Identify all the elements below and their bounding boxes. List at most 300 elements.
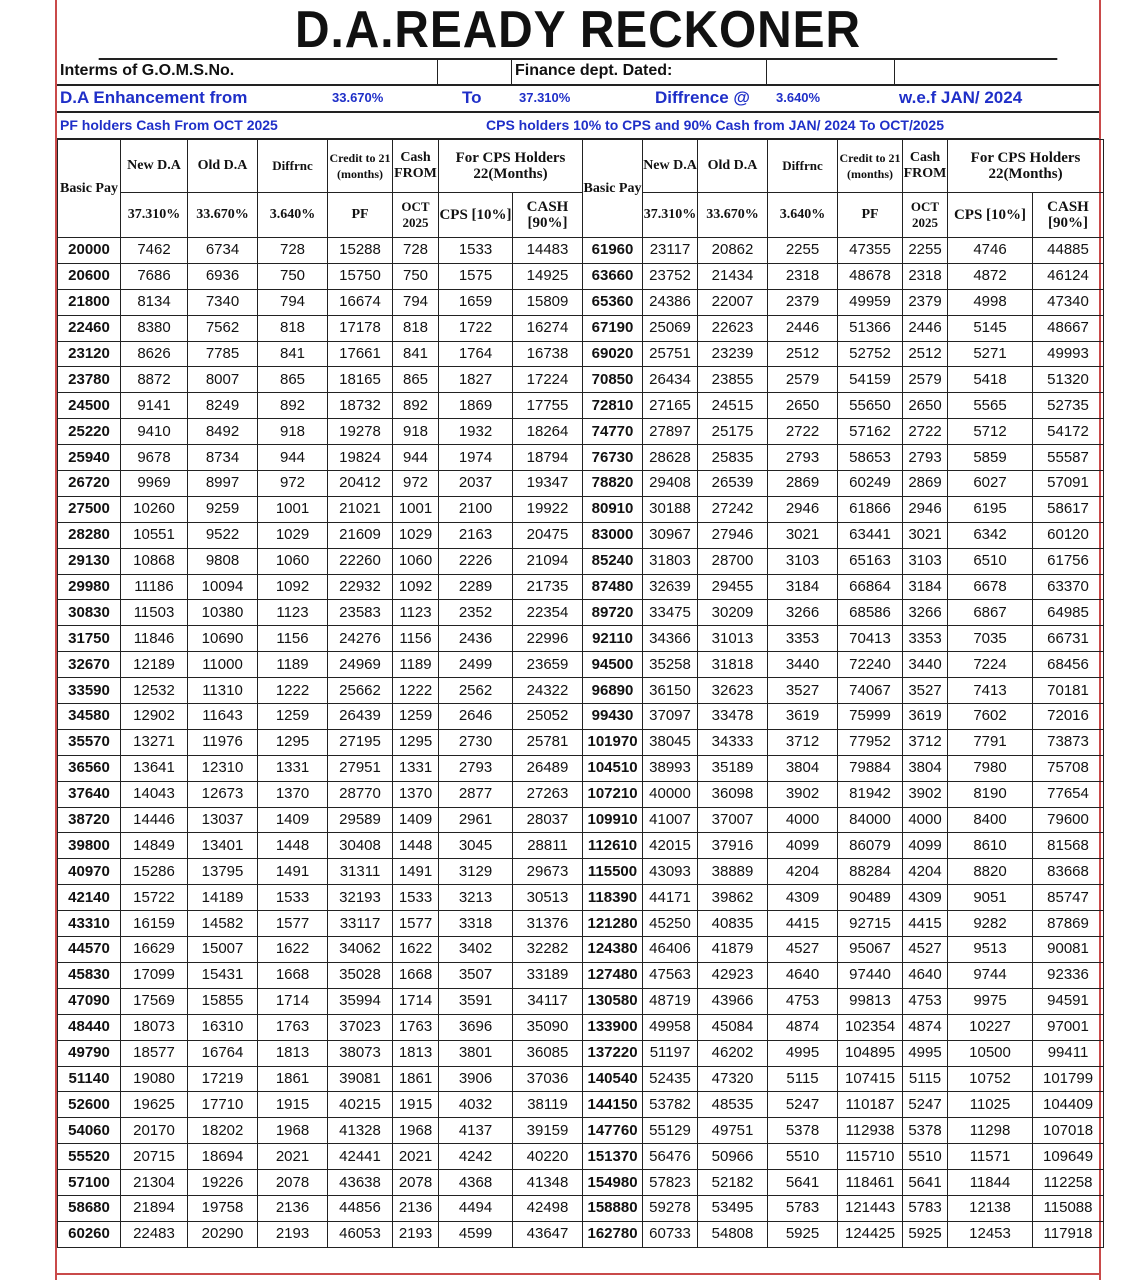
- old-da-cell: 19758: [188, 1195, 258, 1221]
- oct-2025-right: OCT 2025: [903, 193, 948, 238]
- difference-cell: 2078: [258, 1170, 328, 1196]
- cash-from-cell: 4204: [903, 859, 948, 885]
- pf-credit-cell: 66864: [838, 574, 903, 600]
- basic-pay-cell: 104510: [583, 755, 643, 781]
- old-da-cell: 9259: [188, 496, 258, 522]
- basic-pay-cell: 147760: [583, 1118, 643, 1144]
- pf-credit-cell: 44856: [328, 1195, 393, 1221]
- difference-cell: 972: [258, 471, 328, 497]
- new-da-cell: 46406: [643, 937, 698, 963]
- new-da-cell: 23752: [643, 263, 698, 289]
- table-row: [58, 678, 1104, 704]
- cash-from-cell: 3527: [903, 678, 948, 704]
- cash-from-header-right: Cash FROM: [903, 140, 948, 193]
- difference-cell: 2512: [768, 341, 838, 367]
- cash-from-cell: 2579: [903, 367, 948, 393]
- cash-from-cell: 1189: [393, 652, 439, 678]
- basic-pay-cell: 55520: [58, 1144, 121, 1170]
- difference-cell: 2722: [768, 419, 838, 445]
- old-da-cell: 12310: [188, 755, 258, 781]
- pf-credit-cell: 22932: [328, 574, 393, 600]
- cash-amount-cell: 101799: [1033, 1066, 1104, 1092]
- cps-holders-header-right: For CPS Holders 22(Months): [948, 140, 1104, 193]
- cps-amount-cell: 4032: [439, 1092, 513, 1118]
- basic-pay-cell: 48440: [58, 1014, 121, 1040]
- basic-pay-cell: 87480: [583, 574, 643, 600]
- new-da-cell: 12189: [121, 652, 188, 678]
- cash-amount-cell: 81568: [1033, 833, 1104, 859]
- cps-amount-cell: 9282: [948, 911, 1033, 937]
- new-da-cell: 47563: [643, 962, 698, 988]
- difference-cell: 1915: [258, 1092, 328, 1118]
- difference-cell: 3440: [768, 652, 838, 678]
- basic-pay-cell: 92110: [583, 626, 643, 652]
- basic-pay-cell: 32670: [58, 652, 121, 678]
- cps-amount-cell: 3591: [439, 988, 513, 1014]
- table-row: [58, 341, 1104, 367]
- goms-row: [57, 58, 1099, 86]
- old-da-cell: 20290: [188, 1221, 258, 1247]
- pf-credit-cell: 39081: [328, 1066, 393, 1092]
- old-da-cell: 52182: [698, 1170, 768, 1196]
- old-da-cell: 15855: [188, 988, 258, 1014]
- cash-amount-cell: 14925: [513, 263, 583, 289]
- cash-amount-cell: 25052: [513, 704, 583, 730]
- new-da-header-right: New D.A: [643, 140, 698, 193]
- difference-cell: 918: [258, 419, 328, 445]
- pf-credit-cell: 24969: [328, 652, 393, 678]
- cash-from-cell: 2512: [903, 341, 948, 367]
- new-da-cell: 45250: [643, 911, 698, 937]
- difference-cell: 1189: [258, 652, 328, 678]
- old-da-cell: 11976: [188, 729, 258, 755]
- old-da-cell: 8734: [188, 445, 258, 471]
- cash-amount-cell: 21735: [513, 574, 583, 600]
- new-da-cell: 31803: [643, 548, 698, 574]
- difference-cell: 1714: [258, 988, 328, 1014]
- old-da-cell: 24515: [698, 393, 768, 419]
- cash-amount-cell: 25781: [513, 729, 583, 755]
- cash-from-cell: 1001: [393, 496, 439, 522]
- old-da-cell: 28700: [698, 548, 768, 574]
- table-row: [58, 393, 1104, 419]
- cash-from-cell: 1092: [393, 574, 439, 600]
- cash-amount-cell: 79600: [1033, 807, 1104, 833]
- new-da-cell: 30188: [643, 496, 698, 522]
- basic-pay-cell: 137220: [583, 1040, 643, 1066]
- cps-10-header-right: CPS [10%]: [948, 193, 1033, 238]
- pf-credit-cell: 28770: [328, 781, 393, 807]
- cash-from-cell: 4527: [903, 937, 948, 963]
- cash-amount-cell: 26489: [513, 755, 583, 781]
- new-da-cell: 17569: [121, 988, 188, 1014]
- table-row: [58, 885, 1104, 911]
- difference-cell: 1259: [258, 704, 328, 730]
- cash-from-cell: 1813: [393, 1040, 439, 1066]
- cash-amount-cell: 18794: [513, 445, 583, 471]
- cps-amount-cell: 9513: [948, 937, 1033, 963]
- cps-amount-cell: 7035: [948, 626, 1033, 652]
- cash-from-cell: 1533: [393, 885, 439, 911]
- header-row-2: [58, 193, 1104, 238]
- cash-amount-cell: 72016: [1033, 704, 1104, 730]
- pf-credit-cell: 118461: [838, 1170, 903, 1196]
- difference-cell: 1448: [258, 833, 328, 859]
- cash-from-cell: 865: [393, 367, 439, 393]
- difference-cell: 4204: [768, 859, 838, 885]
- basic-pay-cell: 54060: [58, 1118, 121, 1144]
- pf-credit-cell: 15750: [328, 263, 393, 289]
- cash-from-cell: 4874: [903, 1014, 948, 1040]
- new-da-cell: 49958: [643, 1014, 698, 1040]
- cash-amount-cell: 35090: [513, 1014, 583, 1040]
- old-da-cell: 8997: [188, 471, 258, 497]
- basic-pay-cell: 39800: [58, 833, 121, 859]
- table-row: [58, 988, 1104, 1014]
- difference-cell: 2379: [768, 289, 838, 315]
- cash-amount-cell: 54172: [1033, 419, 1104, 445]
- basic-pay-cell: 25940: [58, 445, 121, 471]
- pf-credit-cell: 29589: [328, 807, 393, 833]
- cash-amount-cell: 47340: [1033, 289, 1104, 315]
- difference-cell: 4640: [768, 962, 838, 988]
- new-da-cell: 38045: [643, 729, 698, 755]
- new-da-cell: 32639: [643, 574, 698, 600]
- pf-credit-cell: 26439: [328, 704, 393, 730]
- holders-note-row: [57, 112, 1099, 140]
- old-da-cell: 11643: [188, 704, 258, 730]
- footer-strip: [57, 1273, 1099, 1282]
- cash-from-cell: 3103: [903, 548, 948, 574]
- basic-pay-cell: 74770: [583, 419, 643, 445]
- cps-amount-cell: 1932: [439, 419, 513, 445]
- cps-amount-cell: 3696: [439, 1014, 513, 1040]
- cps-amount-cell: 2730: [439, 729, 513, 755]
- difference-cell: 2136: [258, 1195, 328, 1221]
- da-enhancement-row: [57, 85, 1099, 113]
- cps-amount-cell: 4137: [439, 1118, 513, 1144]
- cash-from-cell: 972: [393, 471, 439, 497]
- goms-label: Interms of G.O.M.S.No.: [57, 58, 438, 84]
- cps-amount-cell: 1827: [439, 367, 513, 393]
- pf-credit-cell: 33117: [328, 911, 393, 937]
- cash-amount-cell: 39159: [513, 1118, 583, 1144]
- old-da-cell: 8007: [188, 367, 258, 393]
- basic-pay-cell: 29980: [58, 574, 121, 600]
- basic-pay-cell: 27500: [58, 496, 121, 522]
- difference-cell: 1968: [258, 1118, 328, 1144]
- cash-amount-cell: 109649: [1033, 1144, 1104, 1170]
- cps-amount-cell: 7791: [948, 729, 1033, 755]
- basic-pay-cell: 23120: [58, 341, 121, 367]
- cash-amount-cell: 23659: [513, 652, 583, 678]
- difference-cell: 2446: [768, 315, 838, 341]
- cash-amount-cell: 58617: [1033, 496, 1104, 522]
- difference-cell: 3712: [768, 729, 838, 755]
- basic-pay-cell: 99430: [583, 704, 643, 730]
- cps-amount-cell: 10752: [948, 1066, 1033, 1092]
- difference-cell: 4309: [768, 885, 838, 911]
- old-da-cell: 7340: [188, 289, 258, 315]
- new-da-cell: 57823: [643, 1170, 698, 1196]
- pf-credit-cell: 86079: [838, 833, 903, 859]
- difference-cell: 2650: [768, 393, 838, 419]
- old-da-cell: 10380: [188, 600, 258, 626]
- cps-amount-cell: 3507: [439, 962, 513, 988]
- cash-amount-cell: 66731: [1033, 626, 1104, 652]
- cps-amount-cell: 1533: [439, 238, 513, 264]
- difference-cell: 1092: [258, 574, 328, 600]
- difference-cell: 4099: [768, 833, 838, 859]
- new-da-cell: 15286: [121, 859, 188, 885]
- diff-header-right: Diffrnc: [768, 140, 838, 193]
- basic-pay-header-right: Basic Pay: [583, 140, 643, 238]
- difference-cell: 1577: [258, 911, 328, 937]
- basic-pay-cell: 67190: [583, 315, 643, 341]
- difference-cell: 1861: [258, 1066, 328, 1092]
- old-da-cell: 9522: [188, 522, 258, 548]
- difference-cell: 1331: [258, 755, 328, 781]
- pf-credit-cell: 55650: [838, 393, 903, 419]
- basic-pay-cell: 47090: [58, 988, 121, 1014]
- cash-from-cell: 4415: [903, 911, 948, 937]
- new-da-cell: 34366: [643, 626, 698, 652]
- new-da-header-left: New D.A: [121, 140, 188, 193]
- cash-from-cell: 2193: [393, 1221, 439, 1247]
- cash-amount-cell: 31376: [513, 911, 583, 937]
- cash-amount-cell: 29673: [513, 859, 583, 885]
- new-da-cell: 52435: [643, 1066, 698, 1092]
- difference-cell: 728: [258, 238, 328, 264]
- cash-from-cell: 4099: [903, 833, 948, 859]
- difference-cell: 5115: [768, 1066, 838, 1092]
- cash-amount-cell: 17755: [513, 393, 583, 419]
- difference-cell: 1763: [258, 1014, 328, 1040]
- old-da-cell: 41879: [698, 937, 768, 963]
- new-da-cell: 44171: [643, 885, 698, 911]
- cash-from-cell: 1491: [393, 859, 439, 885]
- pf-credit-cell: 124425: [838, 1221, 903, 1247]
- pf-credit-cell: 60249: [838, 471, 903, 497]
- goms-number-cell: [438, 58, 512, 84]
- old-da-cell: 6936: [188, 263, 258, 289]
- cash-amount-cell: 37036: [513, 1066, 583, 1092]
- pf-credit-cell: 35994: [328, 988, 393, 1014]
- difference-cell: 3184: [768, 574, 838, 600]
- cash-from-cell: 4995: [903, 1040, 948, 1066]
- old-da-cell: 47320: [698, 1066, 768, 1092]
- table-row: [58, 496, 1104, 522]
- new-da-cell: 8872: [121, 367, 188, 393]
- cash-amount-cell: 16274: [513, 315, 583, 341]
- basic-pay-cell: 96890: [583, 678, 643, 704]
- basic-pay-cell: 44570: [58, 937, 121, 963]
- pf-credit-cell: 72240: [838, 652, 903, 678]
- cash-amount-cell: 30513: [513, 885, 583, 911]
- cps-amount-cell: 4494: [439, 1195, 513, 1221]
- cps-amount-cell: 2352: [439, 600, 513, 626]
- cash-amount-cell: 70181: [1033, 678, 1104, 704]
- cps-holders-header-left: For CPS Holders 22(Months): [439, 140, 583, 193]
- basic-pay-cell: 78820: [583, 471, 643, 497]
- basic-pay-cell: 65360: [583, 289, 643, 315]
- difference-cell: 4000: [768, 807, 838, 833]
- basic-pay-cell: 25220: [58, 419, 121, 445]
- cash-from-cell: 1622: [393, 937, 439, 963]
- cash-from-cell: 1409: [393, 807, 439, 833]
- cash-amount-cell: 77654: [1033, 781, 1104, 807]
- cps-amount-cell: 10500: [948, 1040, 1033, 1066]
- table-row: [58, 626, 1104, 652]
- cash-amount-cell: 15809: [513, 289, 583, 315]
- new-da-cell: 20170: [121, 1118, 188, 1144]
- old-da-cell: 21434: [698, 263, 768, 289]
- cash-from-cell: 5510: [903, 1144, 948, 1170]
- basic-pay-cell: 20000: [58, 238, 121, 264]
- new-da-cell: 12902: [121, 704, 188, 730]
- pf-credit-cell: 63441: [838, 522, 903, 548]
- difference-cell: 3902: [768, 781, 838, 807]
- basic-pay-header-left: Basic Pay: [58, 140, 121, 238]
- pf-credit-cell: 15288: [328, 238, 393, 264]
- reckoner-sheet: [55, 0, 1101, 1280]
- difference-cell: 1156: [258, 626, 328, 652]
- old-da-cell: 31818: [698, 652, 768, 678]
- cps-amount-cell: 3045: [439, 833, 513, 859]
- pf-credit-cell: 97440: [838, 962, 903, 988]
- cash-amount-cell: 104409: [1033, 1092, 1104, 1118]
- cash-amount-cell: 36085: [513, 1040, 583, 1066]
- table-row: [58, 729, 1104, 755]
- cash-amount-cell: 52735: [1033, 393, 1104, 419]
- old-da-cell: 37007: [698, 807, 768, 833]
- difference-cell: 5510: [768, 1144, 838, 1170]
- cash-amount-cell: 85747: [1033, 885, 1104, 911]
- basic-pay-cell: 33590: [58, 678, 121, 704]
- old-da-cell: 43966: [698, 988, 768, 1014]
- new-da-cell: 9410: [121, 419, 188, 445]
- pf-credit-cell: 35028: [328, 962, 393, 988]
- difference-cell: 4527: [768, 937, 838, 963]
- difference-cell: 2318: [768, 263, 838, 289]
- pf-credit-cell: 20412: [328, 471, 393, 497]
- new-da-cell: 26434: [643, 367, 698, 393]
- old-da-cell: 15007: [188, 937, 258, 963]
- cps-amount-cell: 1722: [439, 315, 513, 341]
- new-da-cell: 19080: [121, 1066, 188, 1092]
- pf-credit-cell: 104895: [838, 1040, 903, 1066]
- cash-amount-cell: 14483: [513, 238, 583, 264]
- basic-pay-cell: 70850: [583, 367, 643, 393]
- cash-amount-cell: 117918: [1033, 1221, 1104, 1247]
- basic-pay-cell: 49790: [58, 1040, 121, 1066]
- new-da-cell: 21894: [121, 1195, 188, 1221]
- cash-from-cell: 3021: [903, 522, 948, 548]
- table-row: [58, 1195, 1104, 1221]
- basic-pay-cell: 85240: [583, 548, 643, 574]
- cash-from-cell: 2021: [393, 1144, 439, 1170]
- cash-from-cell: 2869: [903, 471, 948, 497]
- old-da-pct-left: 33.670%: [188, 193, 258, 238]
- old-da-cell: 53495: [698, 1195, 768, 1221]
- old-da-cell: 11000: [188, 652, 258, 678]
- old-da-cell: 16764: [188, 1040, 258, 1066]
- diff-header-left: Diffrnc: [258, 140, 328, 193]
- cash-from-cell: 3619: [903, 704, 948, 730]
- difference-cell: 5641: [768, 1170, 838, 1196]
- credit-header-right: Credit to 21 (months): [838, 140, 903, 193]
- table-row: [58, 367, 1104, 393]
- pf-credit-cell: 88284: [838, 859, 903, 885]
- old-da-cell: 12673: [188, 781, 258, 807]
- difference-cell: 1370: [258, 781, 328, 807]
- difference-cell: 1409: [258, 807, 328, 833]
- table-row: [58, 522, 1104, 548]
- old-da-cell: 10690: [188, 626, 258, 652]
- blank-cell: [895, 58, 1101, 84]
- basic-pay-cell: 115500: [583, 859, 643, 885]
- cps-amount-cell: 2037: [439, 471, 513, 497]
- page-title: D.A.READY RECKONER: [99, 0, 1058, 60]
- new-da-cell: 53782: [643, 1092, 698, 1118]
- basic-pay-cell: 52600: [58, 1092, 121, 1118]
- cps-amount-cell: 2961: [439, 807, 513, 833]
- difference-cell: 4753: [768, 988, 838, 1014]
- difference-cell: 1491: [258, 859, 328, 885]
- new-da-cell: 7462: [121, 238, 188, 264]
- new-da-cell: 29408: [643, 471, 698, 497]
- old-da-cell: 23855: [698, 367, 768, 393]
- difference-cell: 2793: [768, 445, 838, 471]
- difference-cell: 1622: [258, 937, 328, 963]
- pf-credit-cell: 54159: [838, 367, 903, 393]
- cash-from-cell: 1714: [393, 988, 439, 1014]
- header-row-1: [58, 140, 1104, 193]
- cash-from-cell: 1448: [393, 833, 439, 859]
- cps-amount-cell: 8400: [948, 807, 1033, 833]
- cash-amount-cell: 38119: [513, 1092, 583, 1118]
- new-da-cell: 14043: [121, 781, 188, 807]
- new-da-cell: 60733: [643, 1221, 698, 1247]
- old-da-cell: 15431: [188, 962, 258, 988]
- new-da-cell: 23117: [643, 238, 698, 264]
- new-da-cell: 11503: [121, 600, 188, 626]
- cps-amount-cell: 4998: [948, 289, 1033, 315]
- cps-amount-cell: 3318: [439, 911, 513, 937]
- pf-credit-cell: 18732: [328, 393, 393, 419]
- cps-amount-cell: 2499: [439, 652, 513, 678]
- old-da-cell: 33478: [698, 704, 768, 730]
- basic-pay-cell: 154980: [583, 1170, 643, 1196]
- difference-cell: 1001: [258, 496, 328, 522]
- cash-amount-cell: 73873: [1033, 729, 1104, 755]
- new-da-cell: 51197: [643, 1040, 698, 1066]
- cps-amount-cell: 11025: [948, 1092, 1033, 1118]
- cash-amount-cell: 28037: [513, 807, 583, 833]
- table-row: [58, 911, 1104, 937]
- cash-from-cell: 5641: [903, 1170, 948, 1196]
- table-row: [58, 600, 1104, 626]
- basic-pay-cell: 72810: [583, 393, 643, 419]
- new-da-cell: 59278: [643, 1195, 698, 1221]
- table-row: [58, 289, 1104, 315]
- new-da-cell: 40000: [643, 781, 698, 807]
- cash-amount-cell: 19347: [513, 471, 583, 497]
- old-da-cell: 49751: [698, 1118, 768, 1144]
- pf-label-right: PF: [838, 193, 903, 238]
- pf-credit-cell: 79884: [838, 755, 903, 781]
- basic-pay-cell: 24500: [58, 393, 121, 419]
